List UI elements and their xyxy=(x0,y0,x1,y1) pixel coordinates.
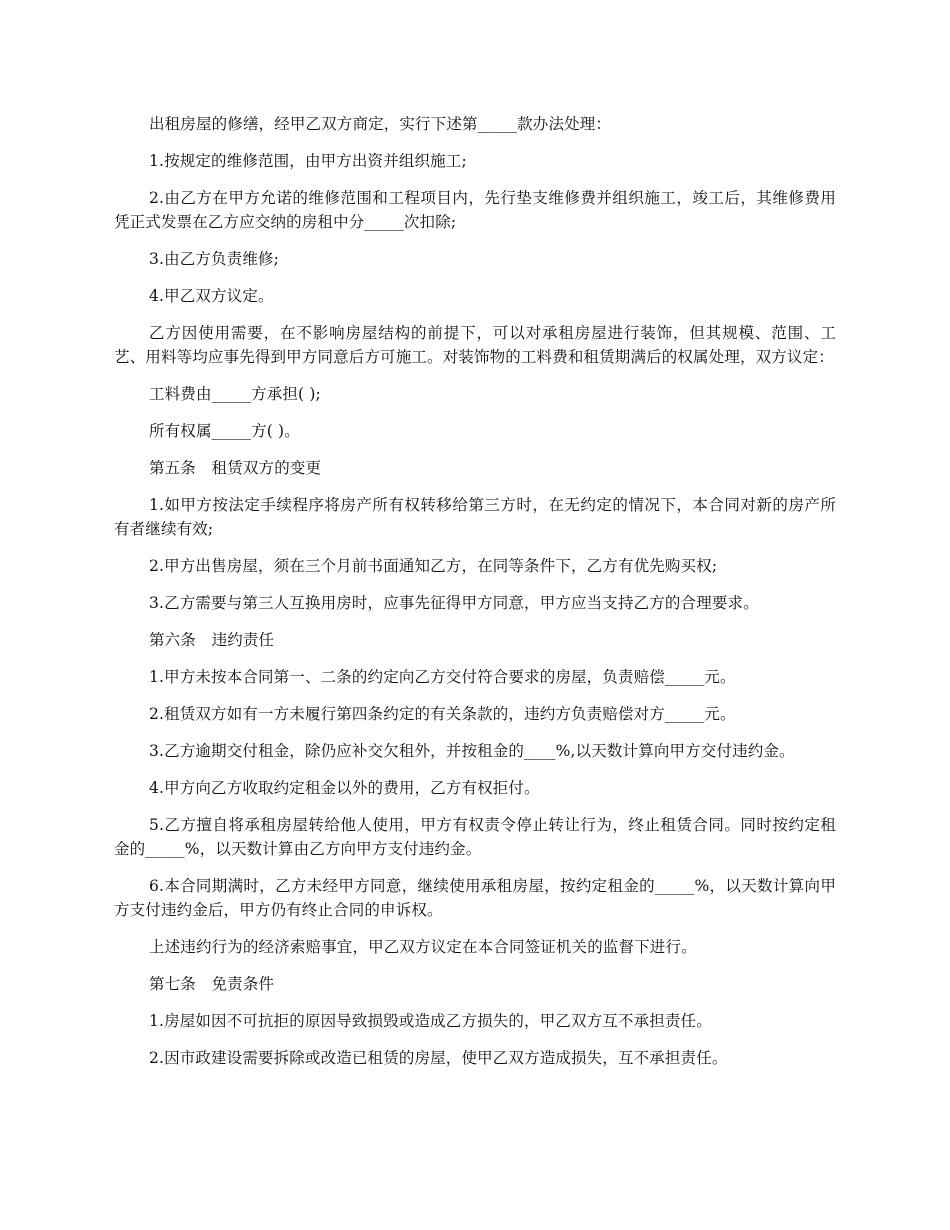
paragraph-repair-option-4: 4.甲乙双方议定。 xyxy=(149,287,274,305)
paragraph-repair-option-1: 1.按规定的维修范围，由甲方出资并组织施工; xyxy=(149,152,467,170)
section-heading-article-5: 第五条 租赁双方的变更 xyxy=(149,459,322,477)
paragraph-article-6-item-6: 6.本合同期满时，乙方未经甲方同意，继续使用承租房屋，按约定租金的_____%，以天数计算向甲方支付违约金后，甲方仍有终止合同的申诉权。 xyxy=(114,877,836,919)
paragraph-article-6-item-3: 3.乙方逾期交付租金，除仍应补交欠租外，并按租金的____%,以天数计算向甲方交付违约金。 xyxy=(149,742,795,760)
paragraph-article-5-item-3: 3.乙方需要与第三人互换用房时，应事先征得甲方同意，甲方应当支持乙方的合理要求。 xyxy=(149,594,759,612)
paragraph-material-cost: 工料费由_____方承担( ); xyxy=(149,385,321,403)
paragraph-repair-option-2: 2.由乙方在甲方允诺的维修范围和工程项目内，先行垫支维修费并组织施工，竣工后，其维修费用凭正式发票在乙方应交纳的房租中分_____次扣除; xyxy=(114,189,836,231)
paragraph-article-7-item-2: 2.因市政建设需要拆除或改造已租赁的房屋，使甲乙双方造成损失，互不承担责任。 xyxy=(149,1049,728,1067)
paragraph-article-6-summary: 上述违约行为的经济索赔事宜，甲乙双方议定在本合同签证机关的监督下进行。 xyxy=(149,938,697,956)
paragraph-article-7-item-1: 1.房屋如因不可抗拒的原因导致损毁或造成乙方损失的，甲乙双方互不承担责任。 xyxy=(149,1012,712,1030)
paragraph-article-6-item-2: 2.租赁双方如有一方未履行第四条约定的有关条款的，违约方负责赔偿对方_____元。 xyxy=(149,705,736,723)
paragraph-ownership: 所有权属_____方( )。 xyxy=(149,422,300,440)
paragraph-article-6-item-5: 5.乙方擅自将承租房屋转给他人使用，甲方有权责令停止转让行为，终止租赁合同。同时按约定租金的_____%，以天数计算由乙方向甲方支付违约金。 xyxy=(114,816,836,858)
section-heading-article-6: 第六条 违约责任 xyxy=(149,631,275,649)
paragraph-repair-option-3: 3.由乙方负责维修; xyxy=(149,250,280,268)
paragraph-article-5-item-2: 2.甲方出售房屋，须在三个月前书面通知乙方，在同等条件下，乙方有优先购买权; xyxy=(149,557,718,575)
paragraph-repair-method: 出租房屋的修缮，经甲乙双方商定，实行下述第_____款办法处理： xyxy=(149,115,612,133)
section-heading-article-7: 第七条 免责条件 xyxy=(149,975,275,993)
paragraph-article-5-item-1: 1.如甲方按法定手续程序将房产所有权转移给第三方时，在无约定的情况下，本合同对新的房产所有者继续有效; xyxy=(114,496,836,538)
paragraph-article-6-item-1: 1.甲方未按本合同第一、二条的约定向乙方交付符合要求的房屋，负责赔偿_____元。 xyxy=(149,668,736,686)
paragraph-decoration: 乙方因使用需要，在不影响房屋结构的前提下，可以对承租房屋进行装饰，但其规模、范围、工艺、用料等均应事先得到甲方同意后方可施工。对装饰物的工料费和租赁期满后的权属处理，双方议定： xyxy=(114,324,836,366)
paragraph-article-6-item-4: 4.甲方向乙方收取约定租金以外的费用，乙方有权拒付。 xyxy=(149,779,540,797)
